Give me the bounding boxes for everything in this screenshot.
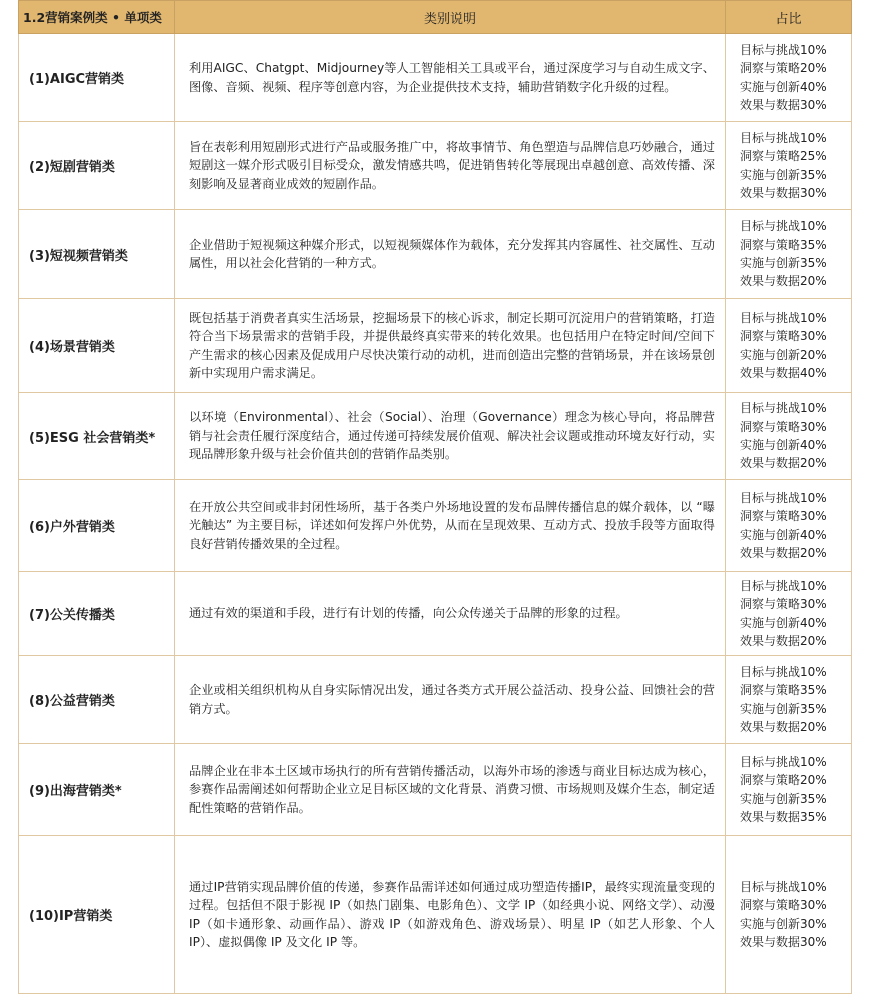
- table-header-row: [19, 1, 852, 34]
- ratio-item: 实施与创新35%: [740, 256, 827, 270]
- category-name: (2)短剧营销类: [19, 122, 175, 210]
- category-description: 企业或相关组织机构从自身实际情况出发，通过各类方式开展公益活动、投身公益、回馈社会的营销方式。: [175, 656, 726, 744]
- ratio-item: 洞察与策略30%: [740, 419, 827, 434]
- ratio-list: [726, 480, 852, 572]
- category-name: (3)短视频营销类: [19, 210, 175, 299]
- table-row: [19, 299, 852, 393]
- ratio-list: [726, 836, 852, 994]
- ratio-item: 实施与创新30%: [740, 916, 827, 931]
- table-row: [19, 836, 852, 994]
- category-description: 通过IP营销实现品牌价值的传递，参赛作品需详述如何通过成功塑造传播IP，最终实现流量变现的过程。包括但不限于影视 IP（如热门剧集、电影角色）、文学 IP（如经典小说、网络文学）、动漫 IP（如卡通形象、动画作品）、游戏 IP（如游戏角色、游戏场景）、明星 IP（如艺人形象、个人 IP）、虚拟偶像 IP 及文化 IP 等。: [175, 836, 726, 994]
- ratio-item: 实施与创新40%: [740, 615, 827, 630]
- ratio-item: 洞察与策略20%: [740, 61, 827, 76]
- ratio-list: [726, 210, 852, 299]
- ratio-item: 效果与数据40%: [740, 365, 827, 380]
- ratio-item: 目标与挑战10%: [740, 42, 827, 57]
- category-description: 品牌企业在非本土区域市场执行的所有营销传播活动，以海外市场的渗透与商业目标达成为核心，参赛作品需阐述如何帮助企业立足目标区域的文化背景、消费习惯、市场规则及媒介生态，制定适配性策略的营销作品。: [175, 744, 726, 836]
- ratio-item: 目标与挑战10%: [740, 664, 827, 679]
- ratio-item: 效果与数据30%: [740, 934, 827, 949]
- category-name: (9)出海营销类*: [19, 744, 175, 836]
- table-row: [19, 572, 852, 656]
- category-name: (8)公益营销类: [19, 656, 175, 744]
- ratio-item: 实施与创新40%: [740, 438, 827, 452]
- ratio-item: 实施与创新20%: [740, 347, 827, 362]
- ratio-item: 洞察与策略30%: [740, 509, 827, 524]
- ratio-item: 洞察与策略35%: [740, 237, 827, 252]
- table-row: [19, 393, 852, 480]
- ratio-list: [726, 122, 852, 210]
- table-row: [19, 656, 852, 744]
- table-row: [19, 744, 852, 836]
- ratio-list: [726, 572, 852, 656]
- ratio-item: 效果与数据20%: [740, 274, 827, 289]
- ratio-item: 实施与创新40%: [740, 527, 827, 542]
- ratio-list: [726, 34, 852, 122]
- ratio-item: 实施与创新35%: [740, 167, 827, 182]
- table-row: [19, 122, 852, 210]
- category-description: 利用AIGC、Chatgpt、Midjourney等人工智能相关工具或平台，通过深度学习与自动生成文字、图像、音频、视频、程序等创意内容，为企业提供技术支持，辅助营销数字化升级的过程。: [175, 34, 726, 122]
- table-row: [19, 210, 852, 299]
- ratio-item: 效果与数据20%: [740, 719, 827, 734]
- ratio-item: 实施与创新40%: [740, 79, 827, 94]
- ratio-item: 效果与数据30%: [740, 185, 827, 200]
- ratio-item: 目标与挑战10%: [740, 401, 827, 416]
- ratio-item: 目标与挑战10%: [740, 578, 827, 593]
- category-description: 旨在表彰利用短剧形式进行产品或服务推广中，将故事情节、角色塑造与品牌信息巧妙融合，通过短剧这一媒介形式吸引目标受众，激发情感共鸣，促进销售转化等展现出卓越创意、高效传播、深刻影响及显著商业成效的短剧作品。: [175, 122, 726, 210]
- ratio-list: [726, 299, 852, 393]
- ratio-item: 目标与挑战10%: [740, 879, 827, 894]
- category-description: 企业借助于短视频这种媒介形式，以短视频媒体作为载体，充分发挥其内容属性、社交属性、互动属性，用以社会化营销的一种方式。: [175, 210, 726, 299]
- ratio-item: 实施与创新35%: [740, 791, 827, 806]
- ratio-item: 效果与数据20%: [740, 456, 827, 471]
- category-name: (4)场景营销类: [19, 299, 175, 393]
- category-name: (10)IP营销类: [19, 836, 175, 994]
- ratio-item: 洞察与策略30%: [740, 597, 827, 612]
- ratio-list: [726, 744, 852, 836]
- ratio-item: 效果与数据20%: [740, 545, 827, 560]
- ratio-item: 洞察与策略35%: [740, 683, 827, 698]
- ratio-list: [726, 393, 852, 480]
- ratio-item: 目标与挑战10%: [740, 754, 827, 769]
- category-table: [18, 0, 852, 994]
- ratio-item: 效果与数据20%: [740, 633, 827, 648]
- category-description: 通过有效的渠道和手段，进行有计划的传播，向公众传递关于品牌的形象的过程。: [175, 572, 726, 656]
- ratio-item: 实施与创新35%: [740, 701, 827, 716]
- ratio-item: 洞察与策略30%: [740, 329, 827, 344]
- table-row: [19, 480, 852, 572]
- ratio-item: 洞察与策略20%: [740, 773, 827, 788]
- header-ratio: 占比: [726, 1, 852, 34]
- ratio-item: 效果与数据35%: [740, 809, 827, 824]
- ratio-item: 洞察与策略30%: [740, 898, 827, 913]
- header-description: 类别说明: [175, 1, 726, 34]
- category-description: 以环境（Environmental）、社会（Social）、治理（Governance）理念为核心导向，将品牌营销与社会责任履行深度结合，通过传递可持续发展价值观、解决社会议题或推动环境友好行动，实现品牌形象升级与社会价值共创的营销作品类别。: [175, 393, 726, 480]
- ratio-item: 目标与挑战10%: [740, 219, 827, 234]
- ratio-item: 目标与挑战10%: [740, 310, 827, 325]
- ratio-list: [726, 656, 852, 744]
- category-name: (6)户外营销类: [19, 480, 175, 572]
- ratio-item: 目标与挑战10%: [740, 130, 827, 145]
- category-description: 在开放公共空间或非封闭性场所，基于各类户外场地设置的发布品牌传播信息的媒介载体，以 “曝光触达” 为主要目标，详述如何发挥户外优势，从而在呈现效果、互动方式、投放手段等方面取得良好营销传播效果的全过程。: [175, 480, 726, 572]
- header-category: 1.2营销案例类 • 单项类: [19, 1, 175, 34]
- ratio-item: 洞察与策略25%: [740, 149, 827, 164]
- category-name: (1)AIGC营销类: [19, 34, 175, 122]
- table-row: [19, 34, 852, 122]
- category-name: (7)公关传播类: [19, 572, 175, 656]
- ratio-item: 效果与数据30%: [740, 97, 827, 112]
- category-name: (5)ESG 社会营销类*: [19, 393, 175, 480]
- category-description: 既包括基于消费者真实生活场景，挖掘场景下的核心诉求，制定长期可沉淀用户的营销策略，打造符合当下场景需求的营销手段，并提供最终真实带来的转化效果。也包括用户在特定时间/空间下产生需求的核心因素及促成用户尽快决策行动的动机，进而创造出完整的营销场景，并在该场景创新中实现用户需求满足。: [175, 299, 726, 393]
- ratio-item: 目标与挑战10%: [740, 490, 827, 505]
